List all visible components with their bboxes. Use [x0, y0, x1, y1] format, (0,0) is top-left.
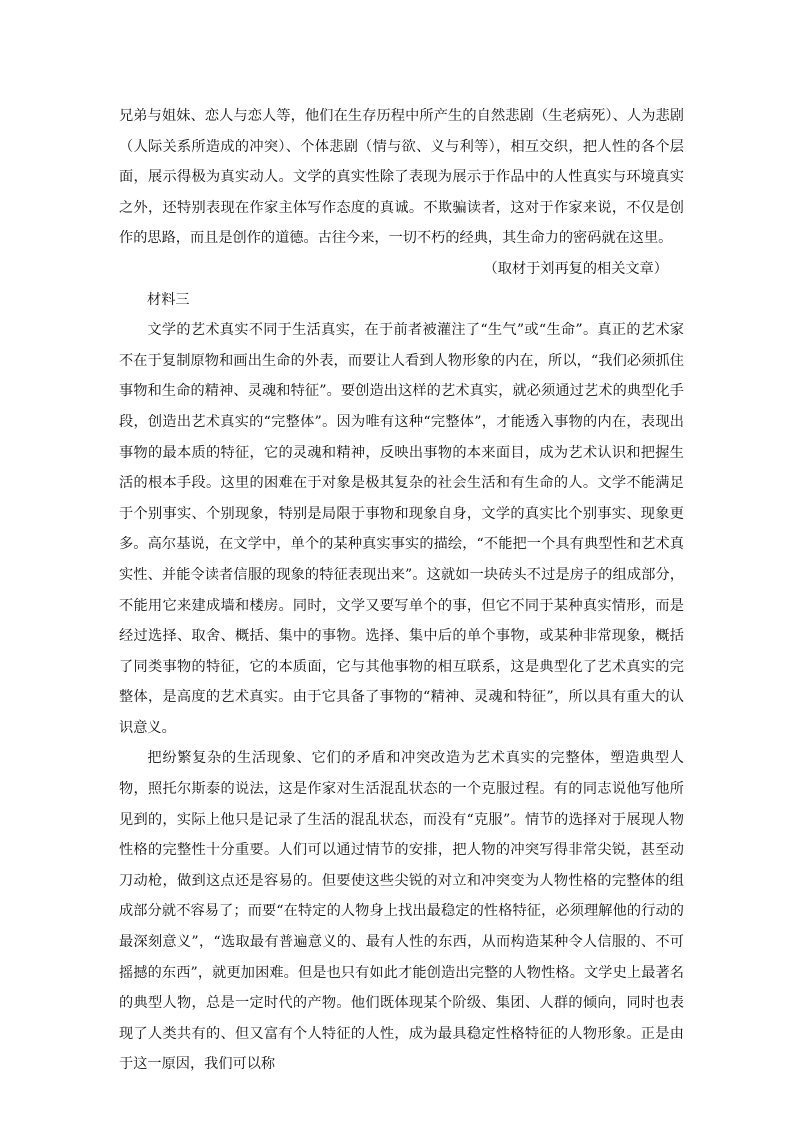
section-heading: 材料三 — [147, 291, 190, 308]
source-citation: （取材于刘再复的相关文章） — [483, 260, 668, 277]
paragraph-material-three-2: 把纷繁复杂的生活现象、它们的矛盾和冲突改造为艺术真实的完整体，塑造典型人物，照托尔斯泰的说法，这是作家对生活混乱状态的一个克服过程。有的同志说他写他所见到的，实际上他只是记录了生活的混乱状态，而没有“克服”。情节的选择对于展现人物性格的完整性十分重要。人们可以通过情节的安排，把人物的冲突写得非常尖锐，甚至动刀动枪，做到这点还是容易的。但要使这些尖锐的对立和冲突变为人物性格的完整体的组成部分就不容易了；而要“在特定的人物身上找出最稳定的性格特征，必须理解他的行动的最深刻意义”，“选取最有普遍意义的、最有人性的东西，从而构造某种令人信服的、不可摇撼的东西”，就更加困难。但是也只有如此才能创造出完整的人物性格。文学史上最著名的典型人物，总是一定时代的产物。他们既体现某个阶级、集团、人群的倾向，同时也表现了人类共有的、但又富有个人特征的人性，成为最具稳定性格特征的人物形象。正是由于这一原因，我们可以称 — [119, 750, 684, 1073]
paragraph-material-three-1: 文学的艺术真实不同于生活真实，在于前者被灌注了“生气”或“生命”。真正的艺术家不在于复制原物和画出生命的外表，而要让人看到人物形象的内在，所以，“我们必须抓住事物和生命的精神、灵魂和特征”。要创造出这样的艺术真实，就必须通过艺术的典型化手段，创造出艺术真实的“完整体”。因为唯有这种“完整体”，才能透入事物的内在，表现出事物的最本质的特征，它的灵魂和精神，反映出事物的本来面目，成为艺术认识和把握生活的根本手段。这里的困难在于对象是极其复杂的社会生活和有生命的人。文学不能满足于个别事实、个别现象，特别是局限于事物和现象自身，文学的真实比个别事实、现象更多。高尔基说，在文学中，单个的某种真实事实的描绘，“不能把一个具有典型性和艺术真实性、并能令读者信服的现象的特征表现出来”。这就如一块砖头不过是房子的组成部分，不能用它来建成墙和楼房。同时，文学又要写单个的事，但它不同于某种真实情形，而是经过选择、取舍、概括、集中的事物。选择、集中后的单个事物，或某种非常现象，概括了同类事物的特征，它的本质面，它与其他事物的相互联系，这是典型化了艺术真实的完整体，是高度的艺术真实。由于它具备了事物的“精神、灵魂和特征”，所以具有重大的认识意义。 — [119, 322, 684, 736]
document-body — [119, 101, 684, 1080]
paragraph-continuation: 兄弟与姐妹、恋人与恋人等，他们在生存历程中所产生的自然悲剧（生老病死）、人为悲剧（人际关系所造成的冲突）、个体悲剧（情与欲、义与利等），相互交织，把人性的各个层面，展示得极为真实动人。文学的真实性除了表现为展示于作品中的人性真实与环境真实之外，还特别表现在作家主体写作态度的真诚。不欺骗读者，这对于作家来说，不仅是创作的思路，而且是创作的道德。古往今来，一切不朽的经典，其生命力的密码就在这里。 — [119, 108, 684, 247]
